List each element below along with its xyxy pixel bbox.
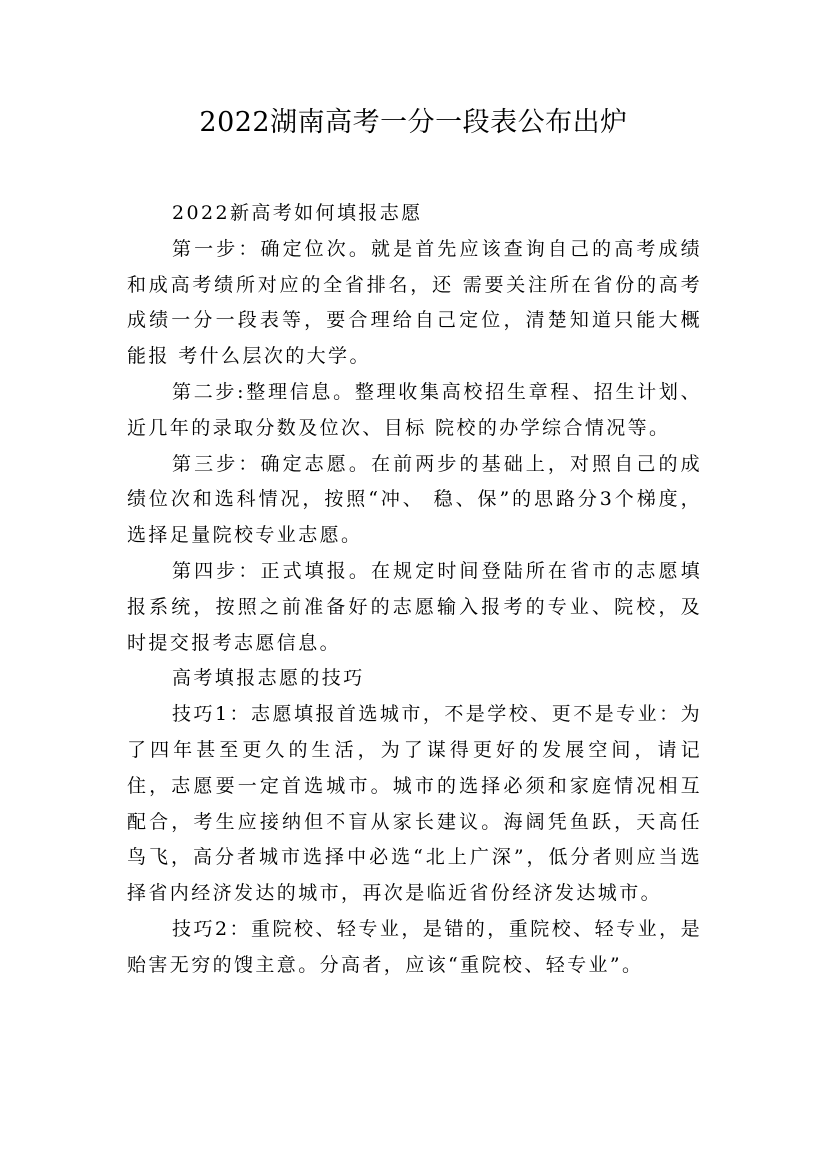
paragraph-step-1: 第一步：确定位次。就是首先应该查询自己的高考成绩和成高考绩所对应的全省排名，还 需要关注所在省份的高考成绩一分一段表等，要合理给自己定位，清楚知道只能大概能报 考什么层次的大学。 [127,237,702,368]
paragraph-tip-1: 技巧1：志愿填报首选城市，不是学校、更不是专业：为了四年甚至更久的生活，为了谋得更好的发展空间，请记住，志愿要一定首选城市。城市的选择必须和家庭情况相互配合，考生应接纳但不盲从家长建议。海阔凭鱼跃，天高任鸟飞，高分者城市选择中必选“北上广深”，低分者则应当选择省内经济发达的城市，再次是临近省份经济发达城市。 [127,703,702,905]
document-title: 2022湖南高考一分一段表公布出炉 [199,107,628,138]
section-heading-tips: 高考填报志愿的技巧 [172,667,365,690]
paragraph-tip-2: 技巧2：重院校、轻专业，是错的，重院校、轻专业，是贻害无穷的馊主意。分高者，应该“重院校、轻专业”。 [127,917,702,976]
paragraph-step-4: 第四步：正式填报。在规定时间登陆所在省市的志愿填报系统，按照之前准备好的志愿输入报考的专业、院校，及时提交报考志愿信息。 [127,559,702,654]
paragraph-step-3: 第三步：确定志愿。在前两步的基础上，对照自己的成绩位次和选科情况，按照“冲、 稳、保”的思路分3个梯度，选择足量院校专业志愿。 [127,452,702,547]
document-body [127,196,702,984]
section-heading-how-to-fill: 2022新高考如何填报志愿 [172,202,423,224]
paragraph-step-2: 第二步:整理信息。整理收集高校招生章程、招生计划、近几年的录取分数及位次、目标 院校的办学综合情况等。 [127,380,702,439]
